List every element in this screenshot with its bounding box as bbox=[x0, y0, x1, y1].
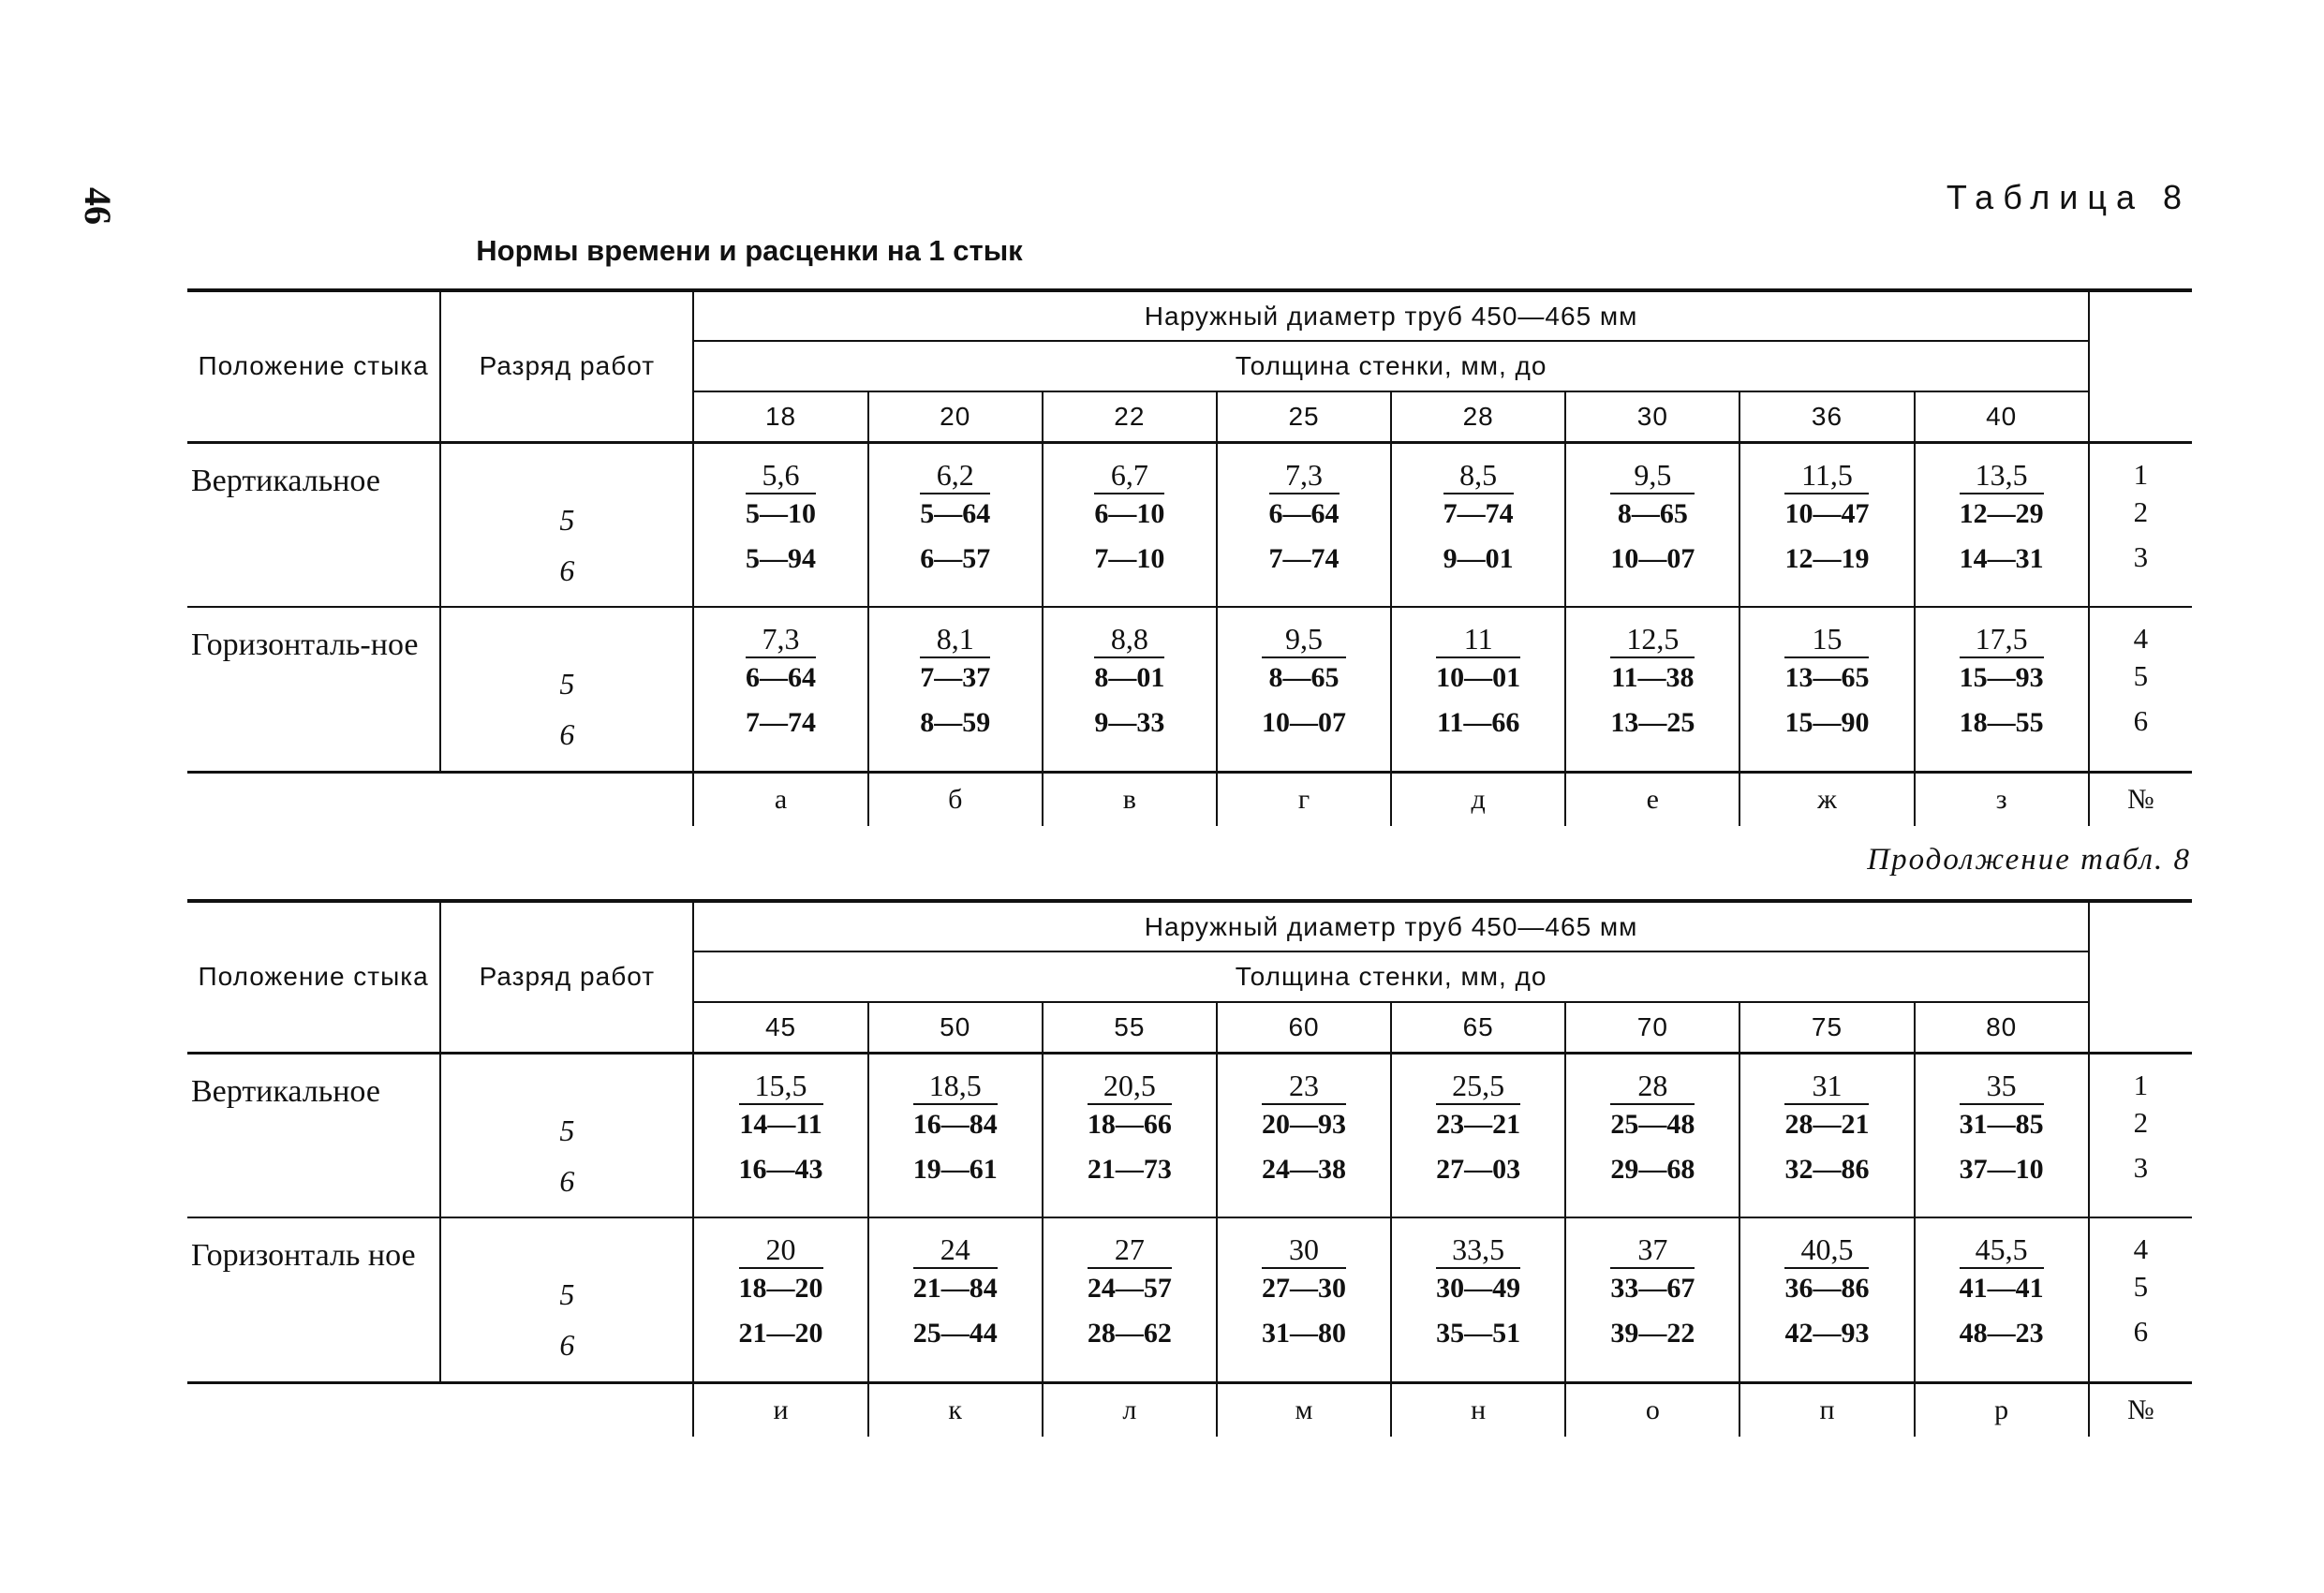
row-number-cell bbox=[2089, 1053, 2192, 1217]
price-grade-5: 10—01 bbox=[1436, 662, 1521, 693]
value-cell bbox=[1739, 442, 1914, 607]
row-number: 1 bbox=[2133, 457, 2149, 491]
number-sign: № bbox=[2089, 772, 2192, 826]
time-norm: 7,3 bbox=[1269, 457, 1340, 494]
price-grade-6: 15—90 bbox=[1784, 707, 1870, 738]
price-grade-6: 37—10 bbox=[1959, 1153, 2044, 1185]
price-grade-5: 25—48 bbox=[1610, 1108, 1695, 1140]
price-grade-5: 8—65 bbox=[1268, 662, 1340, 693]
diameter-header: Наружный диаметр труб 450—465 мм bbox=[693, 290, 2088, 341]
price-grade-6: 32—86 bbox=[1784, 1153, 1870, 1185]
price-grade-5: 7—37 bbox=[920, 662, 991, 693]
value-cell bbox=[1043, 1053, 1217, 1217]
blank-cell bbox=[440, 1382, 693, 1437]
grade-spacer bbox=[441, 1055, 692, 1105]
value-cell bbox=[868, 1053, 1043, 1217]
row-number: 1 bbox=[2133, 1068, 2149, 1101]
time-norm: 11 bbox=[1436, 621, 1520, 658]
norm-fraction bbox=[1262, 1232, 1346, 1359]
thickness-cell: 55 bbox=[1043, 1002, 1217, 1053]
time-norm: 6,7 bbox=[1094, 457, 1164, 494]
header-row bbox=[187, 290, 2192, 341]
price-grade-5: 14—11 bbox=[739, 1108, 822, 1140]
thickness-cell: 25 bbox=[1217, 391, 1391, 442]
norm-fraction bbox=[1610, 621, 1695, 748]
row-number: 6 bbox=[2133, 704, 2149, 737]
norm-fraction bbox=[1960, 457, 2044, 584]
norm-fraction bbox=[1784, 1068, 1869, 1195]
price-grade-5: 11—38 bbox=[1611, 662, 1695, 693]
column-letter: а bbox=[693, 772, 867, 826]
price-grade-6: 25—44 bbox=[912, 1318, 998, 1349]
price-grade-6: 24—38 bbox=[1262, 1153, 1347, 1185]
time-norm: 8,1 bbox=[920, 621, 990, 658]
grade-value: 5 bbox=[559, 502, 575, 537]
price-grade-5: 23—21 bbox=[1436, 1108, 1521, 1140]
price-grade-6: 9—33 bbox=[1094, 707, 1165, 738]
row-number: 5 bbox=[2133, 1270, 2149, 1303]
price-grade-6: 39—22 bbox=[1610, 1318, 1695, 1349]
price-grade-6: 12—19 bbox=[1784, 542, 1870, 574]
price-grade-5: 8—01 bbox=[1094, 662, 1165, 693]
norm-fraction bbox=[1262, 1068, 1346, 1195]
value-cell bbox=[1217, 1217, 1391, 1382]
row-number-header-blank bbox=[2089, 290, 2192, 442]
grade-header: Разряд работ bbox=[440, 901, 693, 1053]
price-grade-6: 21—73 bbox=[1087, 1153, 1172, 1185]
data-row-group bbox=[187, 442, 2192, 607]
table-title: Нормы времени и расценки на 1 стык bbox=[476, 234, 1023, 267]
position-header: Положение стыка bbox=[187, 290, 440, 442]
norm-fraction bbox=[1443, 457, 1514, 584]
row-number: 4 bbox=[2133, 622, 2149, 655]
blank-cell bbox=[187, 772, 440, 826]
price-grade-6: 31—80 bbox=[1262, 1318, 1347, 1349]
price-grade-6: 9—01 bbox=[1443, 542, 1514, 574]
column-letter-row bbox=[187, 772, 2192, 826]
value-cell bbox=[868, 442, 1043, 607]
time-norm: 20,5 bbox=[1088, 1068, 1172, 1105]
time-norm: 35 bbox=[1960, 1068, 2044, 1105]
grade-cell bbox=[440, 1217, 693, 1382]
position-label: Горизонталь-ное bbox=[187, 607, 440, 772]
column-letter: п bbox=[1739, 1382, 1914, 1437]
time-norm: 23 bbox=[1262, 1068, 1346, 1105]
price-grade-6: 10—07 bbox=[1610, 542, 1695, 574]
time-norm: 31 bbox=[1784, 1068, 1869, 1105]
price-grade-5: 21—84 bbox=[912, 1273, 998, 1304]
column-letter: л bbox=[1043, 1382, 1217, 1437]
time-norm: 25,5 bbox=[1436, 1068, 1520, 1105]
time-norm: 5,6 bbox=[746, 457, 816, 494]
price-grade-5: 16—84 bbox=[912, 1108, 998, 1140]
price-grade-6: 7—10 bbox=[1094, 542, 1165, 574]
price-grade-5: 24—57 bbox=[1087, 1273, 1172, 1304]
time-norm: 8,5 bbox=[1443, 457, 1514, 494]
value-cell bbox=[1391, 1053, 1565, 1217]
column-letter: р bbox=[1915, 1382, 2089, 1437]
time-norm: 18,5 bbox=[913, 1068, 998, 1105]
value-cell bbox=[1217, 1053, 1391, 1217]
time-norm: 9,5 bbox=[1610, 457, 1695, 494]
value-cell bbox=[1391, 1217, 1565, 1382]
position-label: Вертикальное bbox=[187, 1053, 440, 1217]
value-cell bbox=[1915, 442, 2089, 607]
thickness-cell: 50 bbox=[868, 1002, 1043, 1053]
column-letter: к bbox=[868, 1382, 1043, 1437]
row-number: 3 bbox=[2133, 1150, 2149, 1184]
grade-value: 5 bbox=[559, 1277, 575, 1311]
time-norm: 13,5 bbox=[1960, 457, 2044, 494]
row-number: 5 bbox=[2133, 659, 2149, 692]
price-grade-6: 48—23 bbox=[1959, 1318, 2044, 1349]
price-grade-5: 6—64 bbox=[746, 662, 817, 693]
time-norm: 12,5 bbox=[1610, 621, 1695, 658]
price-grade-6: 5—94 bbox=[746, 542, 817, 574]
value-cell bbox=[1739, 607, 1914, 772]
row-number: 4 bbox=[2133, 1232, 2149, 1265]
norm-fraction bbox=[1436, 621, 1520, 748]
price-grade-5: 12—29 bbox=[1959, 497, 2044, 529]
price-grade-5: 28—21 bbox=[1784, 1108, 1870, 1140]
thickness-cell: 60 bbox=[1217, 1002, 1391, 1053]
price-grade-5: 30—49 bbox=[1436, 1273, 1521, 1304]
time-norm: 20 bbox=[739, 1232, 823, 1269]
price-grade-5: 6—64 bbox=[1268, 497, 1340, 529]
row-number-cell bbox=[2089, 607, 2192, 772]
norm-fraction bbox=[1094, 457, 1164, 584]
value-cell bbox=[1565, 1217, 1739, 1382]
price-grade-6: 27—03 bbox=[1436, 1153, 1521, 1185]
grade-spacer bbox=[441, 608, 692, 658]
norm-fraction bbox=[1088, 1232, 1172, 1359]
price-grade-5: 15—93 bbox=[1959, 662, 2044, 693]
norm-fraction bbox=[1960, 1232, 2044, 1359]
norm-fraction bbox=[1610, 1068, 1695, 1195]
thickness-cell: 70 bbox=[1565, 1002, 1739, 1053]
norm-fraction bbox=[913, 1068, 998, 1195]
value-cell bbox=[1915, 607, 2089, 772]
price-grade-6: 13—25 bbox=[1610, 707, 1695, 738]
thickness-cell: 20 bbox=[868, 391, 1043, 442]
price-grade-6: 11—66 bbox=[1436, 707, 1520, 738]
value-cell bbox=[1915, 1053, 2089, 1217]
time-norm: 37 bbox=[1610, 1232, 1695, 1269]
norm-fraction bbox=[1784, 1232, 1869, 1359]
value-cell bbox=[868, 1217, 1043, 1382]
value-cell bbox=[1043, 1217, 1217, 1382]
grade-value: 6 bbox=[559, 717, 575, 751]
norm-fraction bbox=[1088, 1068, 1172, 1195]
grade-spacer bbox=[441, 1218, 692, 1269]
blank-cell bbox=[187, 1382, 440, 1437]
grade-cell bbox=[440, 607, 693, 772]
price-grade-6: 21—20 bbox=[738, 1318, 823, 1349]
norm-fraction bbox=[746, 621, 816, 748]
value-cell bbox=[1391, 442, 1565, 607]
price-grade-5: 36—86 bbox=[1784, 1273, 1870, 1304]
value-cell bbox=[1565, 1053, 1739, 1217]
thickness-cell: 40 bbox=[1915, 391, 2089, 442]
time-norm: 7,3 bbox=[746, 621, 816, 658]
value-cell bbox=[693, 442, 867, 607]
price-grade-6: 28—62 bbox=[1087, 1318, 1172, 1349]
price-grade-6: 35—51 bbox=[1436, 1318, 1521, 1349]
column-letter: б bbox=[868, 772, 1043, 826]
value-cell bbox=[1565, 607, 1739, 772]
column-letter: г bbox=[1217, 772, 1391, 826]
time-norm: 45,5 bbox=[1960, 1232, 2044, 1269]
price-grade-5: 5—10 bbox=[746, 497, 817, 529]
row-number-header-blank bbox=[2089, 901, 2192, 1053]
time-norm: 33,5 bbox=[1436, 1232, 1520, 1269]
wall-thickness-header: Толщина стенки, мм, до bbox=[693, 951, 2088, 1002]
row-number: 2 bbox=[2133, 1105, 2149, 1139]
wall-thickness-header: Толщина стенки, мм, до bbox=[693, 341, 2088, 391]
blank-cell bbox=[440, 772, 693, 826]
grade-header: Разряд работ bbox=[440, 290, 693, 442]
norms-table-1 bbox=[187, 288, 2192, 826]
thickness-cell: 22 bbox=[1043, 391, 1217, 442]
norm-fraction bbox=[1436, 1232, 1520, 1359]
column-letter: в bbox=[1043, 772, 1217, 826]
price-grade-5: 31—85 bbox=[1959, 1108, 2044, 1140]
column-letter: о bbox=[1565, 1382, 1739, 1437]
price-grade-5: 18—66 bbox=[1087, 1108, 1172, 1140]
price-grade-5: 7—74 bbox=[1443, 497, 1514, 529]
thickness-cell: 36 bbox=[1739, 391, 1914, 442]
value-cell bbox=[1739, 1053, 1914, 1217]
norm-fraction bbox=[1436, 1068, 1520, 1195]
page-number: 46 bbox=[77, 187, 119, 225]
thickness-cell: 45 bbox=[693, 1002, 867, 1053]
time-norm: 11,5 bbox=[1784, 457, 1869, 494]
price-grade-5: 27—30 bbox=[1262, 1273, 1347, 1304]
norm-fraction bbox=[746, 457, 816, 584]
price-grade-5: 5—64 bbox=[920, 497, 991, 529]
value-cell bbox=[1915, 1217, 2089, 1382]
price-grade-5: 41—41 bbox=[1959, 1273, 2044, 1304]
price-grade-5: 6—10 bbox=[1094, 497, 1165, 529]
value-cell bbox=[693, 607, 867, 772]
time-norm: 40,5 bbox=[1784, 1232, 1869, 1269]
grade-value: 5 bbox=[559, 667, 575, 701]
grade-value: 5 bbox=[559, 1113, 575, 1147]
header-row bbox=[187, 901, 2192, 951]
price-grade-5: 20—93 bbox=[1262, 1108, 1347, 1140]
price-grade-6: 16—43 bbox=[738, 1153, 823, 1185]
grade-spacer bbox=[441, 444, 692, 494]
thickness-cell: 28 bbox=[1391, 391, 1565, 442]
number-sign: № bbox=[2089, 1382, 2192, 1437]
price-grade-6: 6—57 bbox=[920, 542, 991, 574]
column-letter-row bbox=[187, 1382, 2192, 1437]
time-norm: 28 bbox=[1610, 1068, 1695, 1105]
time-norm: 6,2 bbox=[920, 457, 990, 494]
norm-fraction bbox=[920, 621, 990, 748]
norms-table-2 bbox=[187, 899, 2192, 1437]
position-label: Вертикальное bbox=[187, 442, 440, 607]
norm-fraction bbox=[1960, 1068, 2044, 1195]
price-grade-6: 29—68 bbox=[1610, 1153, 1695, 1185]
price-grade-5: 10—47 bbox=[1784, 497, 1870, 529]
price-grade-6: 18—55 bbox=[1959, 707, 2044, 738]
price-grade-5: 13—65 bbox=[1784, 662, 1870, 693]
data-row-group bbox=[187, 1053, 2192, 1217]
time-norm: 17,5 bbox=[1960, 621, 2044, 658]
table-label: Таблица 8 bbox=[1946, 178, 2191, 216]
value-cell bbox=[1043, 442, 1217, 607]
price-grade-5: 18—20 bbox=[738, 1273, 823, 1304]
row-number: 6 bbox=[2133, 1315, 2149, 1348]
norm-fraction bbox=[1960, 621, 2044, 748]
row-number-cell bbox=[2089, 442, 2192, 607]
price-grade-6: 19—61 bbox=[912, 1153, 998, 1185]
time-norm: 24 bbox=[913, 1232, 998, 1269]
value-cell bbox=[1565, 442, 1739, 607]
row-number: 2 bbox=[2133, 494, 2149, 528]
price-grade-5: 33—67 bbox=[1610, 1273, 1695, 1304]
value-cell bbox=[1043, 607, 1217, 772]
thickness-cell: 18 bbox=[693, 391, 867, 442]
norm-fraction bbox=[1262, 621, 1346, 748]
norm-fraction bbox=[1094, 621, 1164, 748]
norm-fraction bbox=[1784, 457, 1869, 584]
price-grade-5: 8—65 bbox=[1617, 497, 1688, 529]
grade-cell bbox=[440, 1053, 693, 1217]
position-header: Положение стыка bbox=[187, 901, 440, 1053]
price-grade-6: 8—59 bbox=[920, 707, 991, 738]
norm-fraction bbox=[913, 1232, 998, 1359]
value-cell bbox=[1217, 442, 1391, 607]
row-number-cell bbox=[2089, 1217, 2192, 1382]
grade-value: 6 bbox=[559, 553, 575, 587]
norm-fraction bbox=[920, 457, 990, 584]
norm-fraction bbox=[1610, 457, 1695, 584]
grade-value: 6 bbox=[559, 1163, 575, 1198]
grade-cell bbox=[440, 442, 693, 607]
norm-fraction bbox=[739, 1232, 823, 1359]
time-norm: 9,5 bbox=[1262, 621, 1346, 658]
position-label: Горизонталь ное bbox=[187, 1217, 440, 1382]
time-norm: 15,5 bbox=[739, 1068, 823, 1105]
time-norm: 15 bbox=[1784, 621, 1869, 658]
column-letter: и bbox=[693, 1382, 867, 1437]
price-grade-6: 10—07 bbox=[1262, 707, 1347, 738]
row-number: 3 bbox=[2133, 539, 2149, 573]
price-grade-6: 14—31 bbox=[1959, 542, 2044, 574]
value-cell bbox=[868, 607, 1043, 772]
data-row-group bbox=[187, 607, 2192, 772]
value-cell bbox=[693, 1217, 867, 1382]
norm-fraction bbox=[1610, 1232, 1695, 1359]
thickness-cell: 65 bbox=[1391, 1002, 1565, 1053]
norm-fraction bbox=[1269, 457, 1340, 584]
price-grade-6: 7—74 bbox=[1268, 542, 1340, 574]
column-letter: д bbox=[1391, 772, 1565, 826]
diameter-header: Наружный диаметр труб 450—465 мм bbox=[693, 901, 2088, 951]
price-grade-6: 7—74 bbox=[746, 707, 817, 738]
column-letter: з bbox=[1915, 772, 2089, 826]
time-norm: 27 bbox=[1088, 1232, 1172, 1269]
value-cell bbox=[693, 1053, 867, 1217]
thickness-cell: 75 bbox=[1739, 1002, 1914, 1053]
thickness-cell: 80 bbox=[1915, 1002, 2089, 1053]
value-cell bbox=[1391, 607, 1565, 772]
value-cell bbox=[1739, 1217, 1914, 1382]
grade-value: 6 bbox=[559, 1328, 575, 1362]
column-letter: ж bbox=[1739, 772, 1914, 826]
norm-fraction bbox=[739, 1068, 823, 1195]
time-norm: 8,8 bbox=[1094, 621, 1164, 658]
norm-fraction bbox=[1784, 621, 1869, 748]
data-row-group bbox=[187, 1217, 2192, 1382]
column-letter: е bbox=[1565, 772, 1739, 826]
time-norm: 30 bbox=[1262, 1232, 1346, 1269]
continuation-label: Продолжение табл. 8 bbox=[1867, 843, 2191, 877]
value-cell bbox=[1217, 607, 1391, 772]
price-grade-6: 42—93 bbox=[1784, 1318, 1870, 1349]
thickness-cell: 30 bbox=[1565, 391, 1739, 442]
column-letter: н bbox=[1391, 1382, 1565, 1437]
column-letter: м bbox=[1217, 1382, 1391, 1437]
